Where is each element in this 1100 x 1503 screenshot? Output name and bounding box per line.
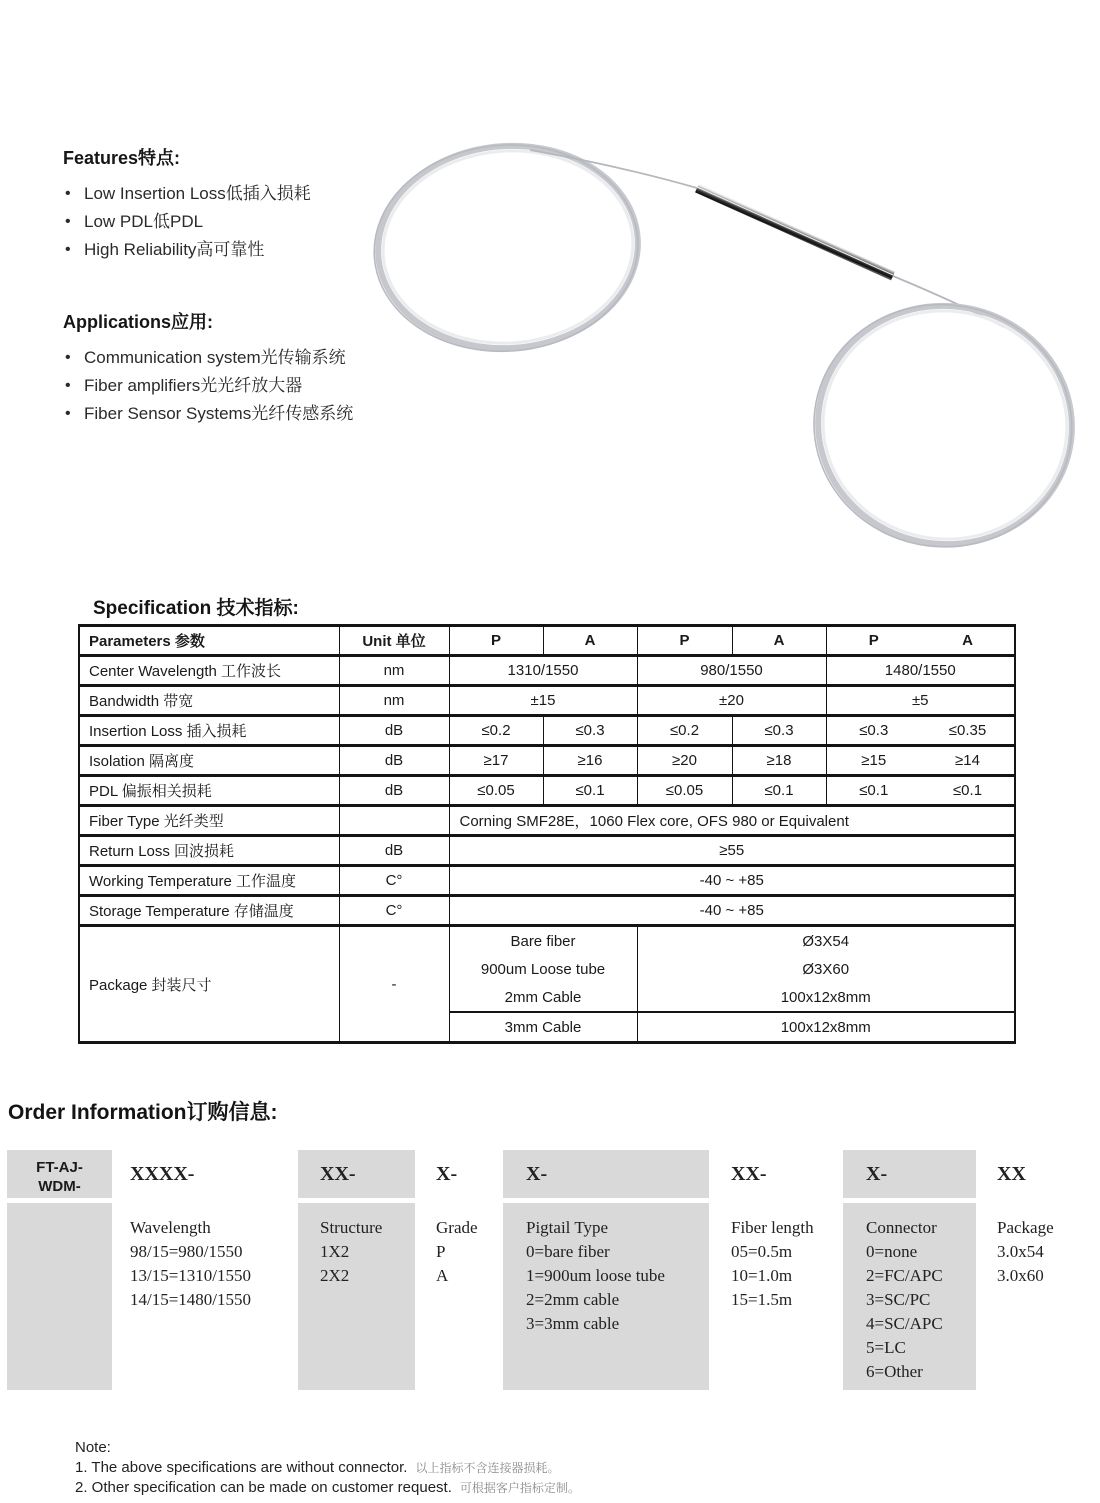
note-section bbox=[75, 1438, 580, 1499]
spec-unit bbox=[339, 806, 449, 836]
order-line: 14/15=1480/1550 bbox=[130, 1290, 252, 1309]
order-line: Connector bbox=[866, 1218, 937, 1237]
spec-value: ≤0.3 bbox=[826, 716, 921, 746]
order-prefix bbox=[7, 1150, 112, 1198]
order-column-fiber-length bbox=[709, 1150, 843, 1390]
spec-value: -40 ~ +85 bbox=[449, 896, 1015, 926]
spec-value: ≥55 bbox=[449, 836, 1015, 866]
applications-list bbox=[63, 344, 353, 428]
order-code: XXXX- bbox=[130, 1163, 195, 1185]
spec-unit: nm bbox=[339, 656, 449, 686]
spec-label: Insertion Loss 插入损耗 bbox=[89, 723, 247, 740]
order-code: XX- bbox=[731, 1163, 767, 1185]
spec-header-grade: P bbox=[449, 626, 543, 656]
spec-value: ≤0.2 bbox=[449, 716, 543, 746]
spec-unit: dB bbox=[339, 746, 449, 776]
order-line: 0=bare fiber bbox=[526, 1242, 610, 1261]
spec-value: ≤0.2 bbox=[637, 716, 732, 746]
order-code: X- bbox=[436, 1163, 458, 1185]
feature-item: • Low Insertion Loss低插入损耗 bbox=[63, 180, 311, 208]
application-item: • Fiber amplifiers光光纤放大器 bbox=[63, 372, 353, 400]
spec-value: ≤0.1 bbox=[543, 776, 637, 806]
order-column-body bbox=[116, 1203, 298, 1390]
package-name: 900um Loose tube bbox=[449, 955, 637, 983]
spec-value: ≤0.05 bbox=[637, 776, 732, 806]
spec-value: ≥20 bbox=[637, 746, 732, 776]
package-value: 100x12x8mm bbox=[637, 1012, 1015, 1043]
spec-value: ±20 bbox=[637, 686, 826, 716]
spec-value: ≤0.3 bbox=[732, 716, 826, 746]
note-zh: 以上指标不含连接器损耗。 bbox=[415, 1460, 560, 1475]
order-column-body bbox=[709, 1203, 843, 1390]
spec-label: PDL 偏振相关损耗 bbox=[89, 783, 212, 800]
spec-header-grade: A bbox=[732, 626, 826, 656]
order-prefix-body bbox=[7, 1203, 112, 1390]
product-photo bbox=[330, 95, 1100, 570]
order-line: Fiber length bbox=[731, 1218, 814, 1237]
spec-value: ≤0.1 bbox=[732, 776, 826, 806]
spec-heading: Specification 技术指标: bbox=[93, 598, 299, 619]
spec-header-unit: Unit 单位 bbox=[339, 626, 449, 656]
order-line: Wavelength bbox=[130, 1218, 211, 1237]
spec-value: ≥14 bbox=[955, 752, 980, 769]
order-column-body bbox=[503, 1203, 709, 1390]
spec-header-grade: A bbox=[543, 626, 637, 656]
package-name: 2mm Cable bbox=[449, 983, 637, 1012]
order-line: A bbox=[436, 1266, 449, 1285]
spec-label: Fiber Type 光纤类型 bbox=[89, 813, 224, 830]
spec-label: Return Loss 回波损耗 bbox=[89, 843, 235, 860]
order-code: X- bbox=[503, 1150, 709, 1198]
spec-unit: dB bbox=[339, 776, 449, 806]
order-heading: Order Information订购信息: bbox=[8, 1101, 278, 1124]
spec-unit: C° bbox=[339, 896, 449, 926]
spec-header-grade: P bbox=[826, 626, 921, 656]
order-line: Grade bbox=[436, 1218, 478, 1237]
package-name: 3mm Cable bbox=[449, 1012, 637, 1043]
order-line: 1X2 bbox=[320, 1242, 350, 1261]
steel-tube-highlight bbox=[697, 187, 893, 275]
spec-label: Isolation 隔离度 bbox=[89, 753, 195, 770]
order-column-pigtail-type bbox=[503, 1150, 709, 1390]
order-prefix-line: WDM- bbox=[38, 1178, 81, 1195]
order-line: 4=SC/APC bbox=[866, 1314, 943, 1333]
order-line: Pigtail Type bbox=[526, 1218, 609, 1237]
order-column-body bbox=[298, 1203, 415, 1390]
order-code: X- bbox=[843, 1150, 976, 1198]
applications-heading: Applications应用: bbox=[63, 312, 214, 332]
order-line: 3=3mm cable bbox=[526, 1314, 620, 1333]
order-prefix-column bbox=[7, 1150, 112, 1390]
order-code: XX- bbox=[298, 1150, 415, 1198]
order-line: 15=1.5m bbox=[731, 1290, 793, 1309]
spec-label: Center Wavelength 工作波长 bbox=[89, 663, 282, 680]
spec-value: -40 ~ +85 bbox=[449, 866, 1015, 896]
features-list bbox=[63, 180, 311, 264]
spec-label: Working Temperature 工作温度 bbox=[89, 873, 297, 890]
spec-header-row bbox=[79, 626, 1015, 656]
feature-item: • Low PDL低PDL bbox=[63, 208, 311, 236]
spec-value: ≤0.1 bbox=[826, 776, 921, 806]
spec-row-bandwidth bbox=[79, 686, 1015, 716]
spec-header-grade: A bbox=[962, 632, 973, 649]
order-line: 1=900um loose tube bbox=[526, 1266, 665, 1285]
order-line: 2=2mm cable bbox=[526, 1290, 620, 1309]
feature-item: • High Reliability高可靠性 bbox=[63, 236, 311, 264]
order-line: 6=Other bbox=[866, 1362, 923, 1381]
note-line bbox=[75, 1478, 580, 1499]
package-name: Bare fiber bbox=[449, 926, 637, 956]
features-section bbox=[63, 144, 311, 264]
spec-value: ≤0.05 bbox=[449, 776, 543, 806]
spec-row-storage-temperature bbox=[79, 896, 1015, 926]
applications-section bbox=[63, 308, 353, 428]
note-en: 2. Other specification can be made on customer request. bbox=[75, 1479, 452, 1496]
order-line: Package bbox=[997, 1218, 1054, 1237]
order-table bbox=[7, 1150, 1100, 1390]
spec-value: 980/1550 bbox=[637, 656, 826, 686]
order-line: 98/15=980/1550 bbox=[130, 1242, 243, 1261]
order-column-structure bbox=[298, 1150, 415, 1390]
spec-unit: nm bbox=[339, 686, 449, 716]
order-line: 3.0x60 bbox=[997, 1266, 1044, 1285]
spec-table bbox=[78, 624, 1016, 1044]
spec-value: ≥18 bbox=[732, 746, 826, 776]
spec-label: Bandwidth 带宽 bbox=[89, 693, 194, 710]
order-code: XX bbox=[997, 1163, 1026, 1185]
application-item: • Fiber Sensor Systems光纤传感系统 bbox=[63, 400, 353, 428]
spec-row-fiber-type bbox=[79, 806, 1015, 836]
order-line: 2=FC/APC bbox=[866, 1266, 943, 1285]
spec-value: ≥17 bbox=[449, 746, 543, 776]
order-line: P bbox=[436, 1242, 446, 1261]
note-zh: 可根据客户指标定制。 bbox=[459, 1481, 580, 1495]
note-title: Note: bbox=[75, 1439, 111, 1456]
spec-row-isolation bbox=[79, 746, 1015, 776]
note-en: 1. The above specifications are without connector. bbox=[75, 1458, 408, 1476]
spec-label: Storage Temperature 存储温度 bbox=[89, 903, 294, 920]
spec-row-package bbox=[79, 926, 1015, 956]
spec-unit: - bbox=[339, 926, 449, 1043]
spec-row-insertion-loss bbox=[79, 716, 1015, 746]
package-value: Ø3X60 bbox=[637, 955, 1015, 983]
spec-value: Corning SMF28E，1060 Flex core, OFS 980 or Equivalent bbox=[449, 806, 1015, 836]
order-column-connector bbox=[843, 1150, 976, 1390]
spec-value: ±5 bbox=[826, 686, 1015, 716]
spec-label: Package 封装尺寸 bbox=[89, 976, 212, 994]
order-line: 2X2 bbox=[320, 1266, 350, 1285]
spec-row-pdl bbox=[79, 776, 1015, 806]
order-line: Structure bbox=[320, 1218, 383, 1237]
order-line: 3=SC/PC bbox=[866, 1290, 931, 1309]
note-line bbox=[75, 1458, 580, 1479]
spec-value: ±15 bbox=[449, 686, 637, 716]
order-prefix-line: FT-AJ- bbox=[36, 1159, 83, 1176]
spec-row-return-loss bbox=[79, 836, 1015, 866]
package-value: 100x12x8mm bbox=[637, 983, 1015, 1012]
steel-tube bbox=[697, 188, 893, 276]
features-heading: Features特点: bbox=[63, 148, 181, 168]
order-column-grade bbox=[415, 1150, 503, 1390]
order-line: 5=LC bbox=[866, 1338, 906, 1357]
spec-value: ≤0.35 bbox=[948, 722, 987, 739]
spec-value: ≤0.1 bbox=[952, 782, 983, 799]
spec-unit: dB bbox=[339, 836, 449, 866]
spec-row-center-wavelength bbox=[79, 656, 1015, 686]
order-column-package bbox=[976, 1150, 1098, 1390]
spec-value: ≤0.3 bbox=[543, 716, 637, 746]
spec-value: ≥15 bbox=[826, 746, 921, 776]
order-line: 3.0x54 bbox=[997, 1242, 1044, 1261]
spec-header-grade: P bbox=[637, 626, 732, 656]
order-line: 0=none bbox=[866, 1242, 918, 1261]
fiber-coil-right bbox=[800, 290, 1086, 562]
order-column-body bbox=[843, 1203, 976, 1390]
order-column-body bbox=[976, 1203, 1098, 1390]
spec-row-working-temperature bbox=[79, 866, 1015, 896]
package-value: Ø3X54 bbox=[637, 926, 1015, 956]
spec-unit: C° bbox=[339, 866, 449, 896]
fiber-coil-left bbox=[367, 136, 645, 360]
spec-unit: dB bbox=[339, 716, 449, 746]
order-column-body bbox=[415, 1203, 503, 1390]
application-item: • Communication system光传输系统 bbox=[63, 344, 353, 372]
spec-value: 1480/1550 bbox=[826, 656, 1015, 686]
order-line: 05=0.5m bbox=[731, 1242, 793, 1261]
order-column-wavelength bbox=[116, 1150, 298, 1390]
order-line: 13/15=1310/1550 bbox=[130, 1266, 252, 1285]
spec-header-parameters: Parameters 参数 bbox=[89, 633, 205, 650]
spec-value: 1310/1550 bbox=[449, 656, 637, 686]
spec-value: ≥16 bbox=[543, 746, 637, 776]
order-line: 10=1.0m bbox=[731, 1266, 793, 1285]
